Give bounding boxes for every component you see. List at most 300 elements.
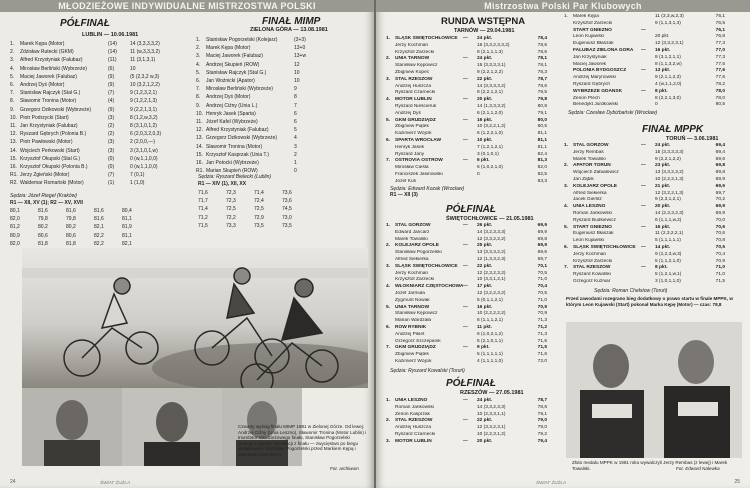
points: 22 pkt.: [477, 418, 493, 424]
rider-row: [386, 124, 556, 131]
rider-name: Grzegorz Kuźniar: [573, 278, 611, 284]
place-number: [386, 124, 395, 131]
dash: [641, 259, 655, 266]
rider-row: [386, 43, 556, 50]
place-number: [564, 191, 573, 198]
dash: [463, 359, 477, 366]
team-name: MOTOR LUBLIN: [395, 97, 432, 103]
place-number: [564, 68, 573, 75]
champions-photo-credit: Fot. Edward Nalewka: [676, 466, 720, 471]
rider-bonus: (14): [108, 41, 117, 47]
split-time: 71,5: [198, 222, 208, 229]
team-name: ŚLĄSK ŚWIĘTOCHŁOWICE: [573, 244, 636, 250]
team-row: [386, 158, 556, 165]
rider-name: Krzysztof Okupski (Polonia B.): [20, 164, 88, 171]
team-row: [386, 439, 556, 446]
split-row: [198, 197, 368, 205]
rider-name: Stanisław Kępowicz: [395, 311, 438, 317]
points: 5 (1,1,2,1,0): [655, 258, 681, 264]
place-number: 15.: [10, 155, 17, 162]
place-number: 6.: [386, 324, 391, 330]
points: 3 (0,1,0,1): [477, 151, 499, 157]
rider-points: 7: [294, 102, 297, 109]
rider-row: [564, 55, 744, 62]
best-time: 69,7: [715, 190, 725, 196]
points: 6 (1,1,1,w,2): [655, 217, 682, 223]
rider-name: Zdzisław Rutecki (GKM): [20, 49, 74, 56]
best-time: 78,7: [537, 76, 547, 82]
points: 10 (2,2,2,1,3): [655, 176, 684, 182]
rider-row: [386, 339, 556, 346]
result-row: [10, 81, 190, 89]
place-number: 16.: [10, 164, 17, 171]
rider-bonus: (3): [108, 114, 115, 121]
dash: [641, 211, 655, 218]
points: 14 (3,2,3,3,3): [477, 229, 506, 235]
best-time: 77,6: [715, 68, 725, 74]
points: 10 (2,2,3,1,2): [477, 431, 506, 437]
points: 24 pkt.: [477, 56, 493, 62]
polfinal-referee: Sędzia: Józef Riegel (Kraków): [10, 193, 77, 199]
team-row: [386, 243, 556, 250]
points: 8 (3,1,2,1,1): [655, 54, 681, 60]
rider-row: [386, 412, 556, 419]
team-name: ŚLĄSK ŚWIĘTOCHŁOWICE: [395, 36, 458, 41]
rider-row: [564, 218, 744, 225]
left-folio: 24: [10, 479, 16, 485]
rider-name: Zbigniew Piątek: [395, 124, 429, 130]
rider-bonus: (7): [108, 172, 115, 179]
rider-points: 4: [294, 135, 297, 142]
place-number: 6.: [386, 137, 391, 143]
best-time: 69,8: [715, 170, 725, 176]
dash: [641, 62, 655, 69]
rider-bonus: (11): [108, 57, 117, 64]
points: 14 (3,3,3,3,2): [477, 83, 506, 89]
place-number: [386, 359, 395, 366]
rider-row: [386, 70, 556, 77]
polfinal1-referee: Sędzia: Ryszard Kowalski (Toruń): [390, 368, 465, 374]
rider-name: Krzysztof Okupski (Stal G.): [20, 155, 81, 162]
best-time: 69,9: [537, 229, 547, 235]
points: 6 pkt.: [477, 158, 490, 164]
place-number: [386, 131, 395, 138]
rider-points: 0 (w,1,1,0,0): [130, 155, 158, 162]
round1-record: R1 — XII (3): [390, 192, 418, 198]
dash: [641, 14, 655, 21]
rider-name: Marek Towalski: [395, 236, 428, 242]
dash: —: [463, 284, 468, 290]
points: 16 pkt.: [477, 117, 493, 123]
rider-name: Andrzej Dyś (Motor): [206, 94, 251, 101]
rider-row: [564, 14, 744, 21]
dash: [641, 21, 655, 28]
rider-row: [564, 150, 744, 157]
place-number: [386, 425, 395, 432]
points: 8 (2,2,1,3,0): [655, 95, 681, 101]
rider-row: [386, 332, 556, 339]
split-time: 71,6: [198, 190, 208, 196]
rider-bonus: (0): [108, 164, 115, 171]
place-number: [564, 75, 573, 82]
best-time: 69,9: [537, 243, 547, 249]
best-time: 70,0: [715, 217, 725, 223]
dash: [641, 279, 655, 286]
best-time: 70,6: [715, 224, 725, 230]
team-row: [564, 143, 744, 150]
dash: [463, 165, 477, 172]
final-mppk-heading: FINAŁ MPPK: [642, 124, 704, 135]
split-time: 82,1: [122, 240, 132, 247]
rider-row: [386, 63, 556, 70]
dash: —: [463, 304, 468, 310]
team-row: [386, 418, 556, 425]
team-name: UNIA LESZNO: [395, 398, 428, 403]
rider-row: [386, 359, 556, 366]
team-name: UNIA TARNÓW: [395, 56, 430, 62]
place-number: [386, 230, 395, 237]
points: 6 (1,0,2,1,2): [477, 331, 503, 337]
place-number: 12.: [196, 127, 203, 134]
place-number: [386, 70, 395, 77]
polfinal-continued-results: [564, 14, 744, 109]
dash: [463, 318, 477, 325]
place-number: 1.: [386, 36, 391, 41]
rider-portrait-1: [22, 388, 122, 466]
points: 8 pkt.: [655, 265, 668, 271]
dash: —: [641, 183, 646, 189]
points: 5 (2,1,0,1,1): [477, 338, 503, 344]
result-row: [196, 61, 372, 69]
place-number: 4.: [564, 204, 569, 210]
team-row: [386, 398, 556, 405]
polfinal1-subtitle: ŚWIĘTOCHŁOWICE — 21.05.1981: [446, 216, 534, 222]
final-subtitle: ZIELONA GÓRA — 13.08.1981: [250, 27, 328, 33]
dash: —: [463, 345, 468, 351]
place-number: [386, 311, 395, 318]
split-time: 82,1: [94, 224, 104, 231]
place-number: R1.: [196, 168, 204, 175]
place-number: [564, 170, 573, 177]
rider-row: [386, 257, 556, 264]
rider-row: [564, 238, 744, 245]
points: 16 pkt.: [655, 47, 671, 53]
place-number: [386, 104, 395, 111]
split-time: 82,0: [10, 240, 20, 247]
dash: [463, 131, 477, 138]
team-name: STAL GORZÓW: [573, 143, 609, 148]
place-number: 16.: [196, 160, 203, 167]
best-time: 79,2: [537, 431, 547, 437]
points: 12 (3,3,2,2,2): [477, 236, 506, 242]
final-mppk-referee: Sędzia: Roman Chełstow (Toruń): [594, 288, 668, 294]
rider-name: Maciej Jaworek (Falubaz): [206, 53, 263, 60]
rider-name: Kazimierz Wójcik: [395, 131, 432, 137]
best-time: 82,0: [537, 165, 547, 171]
champions-photo: [566, 322, 742, 458]
rider-name: Ryszard Czarnecki: [395, 431, 436, 437]
rider-bonus: (6): [108, 65, 115, 72]
right-page: [376, 0, 750, 488]
rider-name: Zbigniew Kopeć: [395, 69, 430, 75]
dash: —: [463, 324, 468, 330]
best-time: 80,0: [537, 117, 547, 123]
dash: [463, 237, 477, 244]
place-number: [386, 405, 395, 412]
place-number: 3.: [10, 57, 15, 64]
place-number: [564, 48, 573, 55]
best-time: 69,9: [715, 204, 725, 210]
dash: [641, 272, 655, 279]
result-row: [10, 138, 190, 146]
split-time: 81,8: [38, 240, 48, 247]
place-number: 4.: [10, 65, 15, 72]
dash: —: [463, 76, 468, 82]
place-number: R2.: [10, 180, 18, 187]
rider-points: 8 (3,1,0,1,2): [130, 123, 157, 130]
split-time: 81,2: [10, 224, 20, 231]
points: 12 (3,3,2,3,1): [655, 41, 684, 47]
team-row: [386, 284, 556, 291]
dash: —: [463, 97, 468, 103]
place-number: 14.: [196, 143, 203, 150]
rider-name: Roman Jankowski: [573, 210, 612, 216]
place-number: 8.: [196, 94, 201, 101]
result-row: [10, 114, 190, 122]
rider-name: Krzysztof Zarzecki: [395, 277, 435, 283]
place-number: 10.: [196, 110, 203, 117]
place-number: 7.: [10, 90, 15, 97]
split-row: [198, 214, 368, 222]
split-time: 73,6: [282, 190, 292, 196]
result-row: [10, 97, 190, 105]
rider-row: [386, 318, 556, 325]
rider-name: Jan Potocki (Wybrzeże): [206, 160, 259, 167]
best-time: 81,1: [537, 144, 547, 150]
points: 11 (3,3,w,2,3): [655, 14, 684, 19]
dash: [641, 177, 655, 184]
rider-points: 6 (2,0,3,2,0,3): [130, 131, 162, 138]
place-number: 4.: [196, 61, 201, 68]
team-row: [564, 184, 744, 191]
points: 9 pkt.: [477, 345, 490, 351]
place-number: 1.: [196, 37, 201, 43]
place-number: [564, 211, 573, 218]
rider-points: 9 (2,2,1,3,1): [130, 106, 157, 113]
rider-row: [386, 50, 556, 57]
rider-bonus: (9): [108, 106, 115, 113]
dash: —: [463, 263, 468, 269]
result-row: [10, 56, 190, 64]
split-time: 71,4: [254, 190, 264, 196]
best-time: 69,8: [537, 236, 547, 242]
points: 13 (3,3,3,2,2): [477, 250, 506, 256]
place-number: 7.: [386, 158, 391, 164]
dash: [463, 277, 477, 284]
final-mppk-results: [564, 143, 744, 286]
place-number: 2.: [196, 45, 201, 52]
dash: [463, 63, 477, 70]
best-time: 82,4: [537, 151, 547, 157]
race-photo: [22, 248, 368, 388]
points: 14 (2,3,3,2,3): [655, 210, 684, 216]
place-number: 3.: [386, 76, 391, 82]
rider-points: 9 (1,2,3,2,1): [130, 90, 157, 97]
team-row: [386, 77, 556, 84]
dash: [463, 257, 477, 264]
rider-points: 7 (0,1): [130, 172, 145, 179]
best-time: 70,4: [715, 251, 725, 257]
best-time: 69,8: [715, 163, 725, 169]
result-row: [196, 36, 372, 44]
place-number: [386, 332, 395, 339]
team-name: APATOR TORUŃ: [573, 163, 611, 169]
rider-name: Marek Kępa: [573, 14, 599, 19]
points: 9 (2,3,1,2,1): [655, 197, 681, 203]
rider-row: [386, 250, 556, 257]
dash: —: [463, 438, 468, 444]
rider-name: Stanisław Kępowicz: [395, 63, 438, 69]
polfinal-heading: PÓŁFINAŁ: [60, 18, 110, 29]
place-number: [564, 82, 573, 89]
dash: [641, 252, 655, 259]
rider-name: Mirosław Berliński (Wybrzeże): [206, 86, 273, 93]
rider-points: 8: [294, 94, 297, 101]
rider-name: Kazimierz Wójcik: [395, 358, 432, 364]
best-time: 79,8: [537, 97, 547, 103]
right-page-banner: Mistrzostwa Polski Par Klubowych: [376, 0, 750, 12]
result-row: [10, 147, 190, 155]
rider-bonus: (14): [108, 49, 117, 56]
team-name: UNIA LESZNO: [573, 204, 606, 210]
place-number: 13.: [196, 135, 203, 142]
best-time: 79,5: [537, 90, 547, 96]
best-time: 70,9: [715, 258, 725, 264]
split-row: [198, 205, 368, 213]
best-time: 76,1: [715, 27, 725, 33]
rider-name: Alfred Siekierka: [395, 256, 429, 262]
result-row: [196, 69, 372, 77]
points: 0: [655, 102, 658, 108]
team-name: ŚLĄSK ŚWIĘTOCHŁOWICE: [395, 263, 458, 269]
polfinal-subtitle: LUBLIN — 10.06.1981: [82, 32, 139, 38]
points: 23 pkt.: [655, 163, 671, 169]
split-time: 82,2: [94, 240, 104, 247]
split-time: 73,6: [282, 198, 292, 205]
result-row: [10, 48, 190, 56]
best-time: 69,9: [715, 176, 725, 182]
place-number: 15.: [196, 151, 203, 158]
rider-name: Józef Kafel (Wybrzeże): [206, 119, 258, 126]
split-row: [10, 215, 180, 223]
place-number: 4.: [386, 284, 391, 290]
best-time: 78,6: [537, 49, 547, 55]
points: 12 (1,3,3,2,3): [477, 256, 506, 262]
rider-points: 2: [294, 151, 297, 158]
place-number: 6.: [10, 82, 15, 89]
points: 13 (3,3,2,3,2): [655, 170, 684, 176]
rider-name: Jan Woźnicki (Apator): [206, 78, 255, 85]
rider-name: Piotr Pawłowski (Motor): [20, 139, 73, 146]
split-time: 73,5: [254, 222, 264, 229]
split-time: 81,6: [38, 208, 48, 214]
place-number: 2.: [386, 243, 391, 249]
best-time: 71,2: [537, 324, 547, 330]
dash: —: [641, 244, 646, 250]
rider-name: Waldemar Romański (Motor): [20, 180, 84, 187]
dash: —: [641, 143, 646, 148]
rider-name: Ryszard Budkiewicz: [573, 217, 616, 223]
dash: [641, 102, 655, 109]
place-number: 5.: [564, 224, 569, 230]
points: 5 (1,1,1,1,1): [477, 352, 503, 358]
best-time: 81,1: [537, 131, 547, 137]
split-time: 80,2: [38, 224, 48, 231]
points: 22 pkt.: [477, 76, 493, 82]
rider-points: 3 (3,1,0,1,w): [130, 147, 158, 154]
points: 9 (1,2,3,w,3): [655, 251, 682, 257]
rider-name: Leon Kujawski: [573, 34, 604, 40]
dash: [641, 238, 655, 245]
place-number: [564, 218, 573, 225]
dash: —: [463, 398, 468, 403]
best-time: 79,0: [537, 425, 547, 431]
place-number: [564, 62, 573, 69]
team-name: STAL RZESZÓW: [395, 418, 433, 424]
best-time: 78,3: [537, 69, 547, 75]
best-time: 78,0: [715, 95, 725, 101]
best-time: 69,9: [537, 223, 547, 228]
rider-name: Józef Jarmuła: [395, 290, 425, 296]
split-row: [198, 222, 368, 230]
rider-name: Stanisław Pogorzelski (Kolejarz): [206, 37, 278, 43]
rider-points: 12: [294, 61, 300, 68]
best-time: 71,5: [537, 345, 547, 351]
rider-points: 6: [294, 110, 297, 117]
result-row: [10, 65, 190, 73]
dash: —: [463, 117, 468, 123]
rider-bonus: (0): [108, 155, 115, 162]
dash: —: [463, 36, 468, 41]
rider-name: Grzegorz Dzikowski (Wybrzeże): [206, 135, 278, 142]
points: 14 pkt.: [655, 244, 671, 250]
dash: —: [641, 27, 646, 33]
place-number: [564, 272, 573, 279]
rider-row: [564, 252, 744, 259]
place-number: 5.: [386, 117, 391, 123]
rider-points: 1 (1,0): [130, 180, 145, 187]
rider-row: [564, 21, 744, 28]
place-number: [386, 257, 395, 264]
right-footline: ŚWIAT ŻUŻLA: [536, 480, 567, 485]
dash: [463, 70, 477, 77]
best-time: 70,8: [715, 238, 725, 244]
team-name: STAL RZESZÓW: [395, 76, 433, 82]
points: 10 pkt.: [477, 137, 493, 143]
place-number: 10.: [10, 114, 17, 121]
points: 11 pkt.: [477, 324, 492, 330]
best-time: 82,5: [537, 171, 547, 177]
polfinal-results: [10, 40, 190, 188]
rider-name: Andrzej Huszcza: [395, 83, 431, 89]
place-number: [564, 279, 573, 286]
team-name: WYBRZEŻE GDAŃSK: [573, 88, 623, 94]
team-name: FALUBAZ ZIELONA GÓRA: [573, 47, 634, 53]
rider-name: Franciszek Jasinowski: [395, 171, 443, 177]
points: 6 (2,1,1,2,0): [477, 110, 503, 116]
rider-row: [386, 352, 556, 359]
best-time: 69,6: [715, 156, 725, 162]
